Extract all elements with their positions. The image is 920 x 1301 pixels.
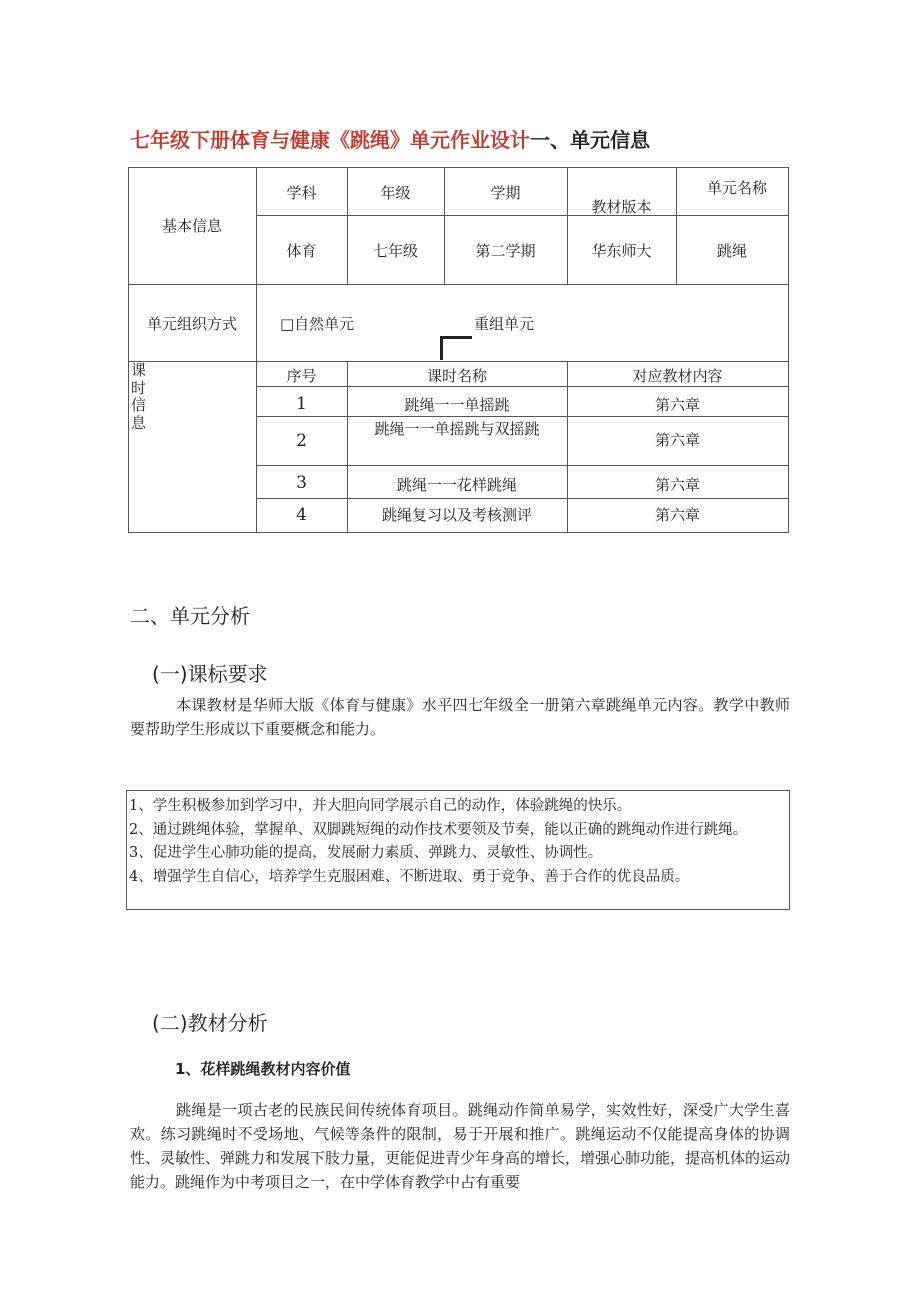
lesson-row-2-number: 2 bbox=[296, 431, 307, 451]
header-textbook-edition: 教材版本 bbox=[591, 198, 652, 216]
lesson-row-1-number: 1 bbox=[296, 394, 307, 414]
content-value-heading: 1、花样跳绳教材内容价值 bbox=[175, 1060, 351, 1078]
header-unit-name: 单元名称 bbox=[707, 179, 768, 197]
content-value-paragraph: 跳绳是一项古老的民族民间传统体育项目。跳绳动作简单易学，实效性好，深受广大学生喜欢。练习跳绳时不受场地、气候等条件的限制，易于开展和推广。跳绳运动不仅能提高身体的协调性、灵敏性、弹跳力和发展下肢力量，更能促进青少年身高的增长，增强心肺功能，提高机体的运动能力。跳绳作为中考项目之一，在中学体育教学中占有重要 bbox=[130, 1101, 791, 1191]
organization-label: 单元组织方式 bbox=[146, 315, 237, 333]
option-natural-unit[interactable]: □自然单元 bbox=[280, 315, 355, 333]
basic-info-label: 基本信息 bbox=[161, 217, 222, 235]
header-grade: 年级 bbox=[380, 184, 411, 202]
lesson-row-4-number: 4 bbox=[296, 505, 307, 525]
unit-info-table bbox=[0, 0, 920, 540]
learning-goals-box bbox=[126, 790, 790, 910]
goal-item-2: 2、通过跳绳体验，掌握单、双脚跳短绳的动作技术要领及节奏，能以正确的跳绳动作进行跳绳。 bbox=[129, 821, 748, 838]
value-unit-name: 跳绳 bbox=[716, 242, 747, 260]
value-grade: 七年级 bbox=[372, 242, 418, 260]
lesson-header-number: 序号 bbox=[286, 367, 317, 385]
value-subject: 体育 bbox=[286, 242, 317, 260]
lesson-row-2-content: 第六章 bbox=[654, 431, 700, 449]
document-title-main: 七年级下册体育与健康《跳绳》单元作业设计 bbox=[130, 128, 530, 152]
header-semester: 学期 bbox=[490, 184, 521, 202]
goal-item-1: 1、学生积极参加到学习中，并大胆向同学展示自己的动作，体验跳绳的快乐。 bbox=[129, 798, 632, 814]
value-textbook-edition: 华东师大 bbox=[591, 242, 652, 260]
lesson-header-name: 课时名称 bbox=[426, 367, 487, 385]
textbook-analysis-heading: (二)教材分析 bbox=[152, 1011, 268, 1035]
lesson-row-1-name: 跳绳一一单摇跳 bbox=[404, 396, 510, 414]
lesson-row-3-name: 跳绳一一花样跳绳 bbox=[396, 476, 517, 494]
value-semester: 第二学期 bbox=[475, 242, 536, 260]
curriculum-intro-paragraph: 本课教材是华师大版《体育与健康》水平四七年级全一册第六章跳绳单元内容。教学中教师要帮助学生形成以下重要概念和能力。 bbox=[130, 696, 790, 738]
header-subject: 学科 bbox=[286, 184, 317, 202]
option-regrouped-unit[interactable]: 重组单元 bbox=[474, 315, 535, 333]
lesson-header-content: 对应教材内容 bbox=[632, 367, 723, 385]
section-one-heading: 一、单元信息 bbox=[530, 128, 650, 152]
lesson-row-1-content: 第六章 bbox=[654, 396, 700, 414]
section-two-heading: 二、单元分析 bbox=[130, 604, 250, 628]
lesson-row-3-content: 第六章 bbox=[654, 476, 700, 494]
lesson-info-label: 课时信息 bbox=[131, 361, 147, 432]
curriculum-requirements-heading: (一)课标要求 bbox=[152, 662, 268, 686]
goal-item-3: 3、促进学生心肺功能的提高，发展耐力素质、弹跳力、灵敏性、协调性。 bbox=[129, 845, 603, 861]
lesson-row-3-number: 3 bbox=[296, 473, 307, 493]
lesson-row-4-name: 跳绳复习以及考核测评 bbox=[381, 506, 532, 524]
lesson-row-2-name: 跳绳一一单摇跳与双摇跳 bbox=[374, 420, 540, 438]
lesson-row-4-content: 第六章 bbox=[654, 506, 700, 524]
goal-item-4: 4、增强学生自信心，培养学生克服困难、不断进取、勇于竞争、善于合作的优良品质。 bbox=[129, 868, 690, 885]
